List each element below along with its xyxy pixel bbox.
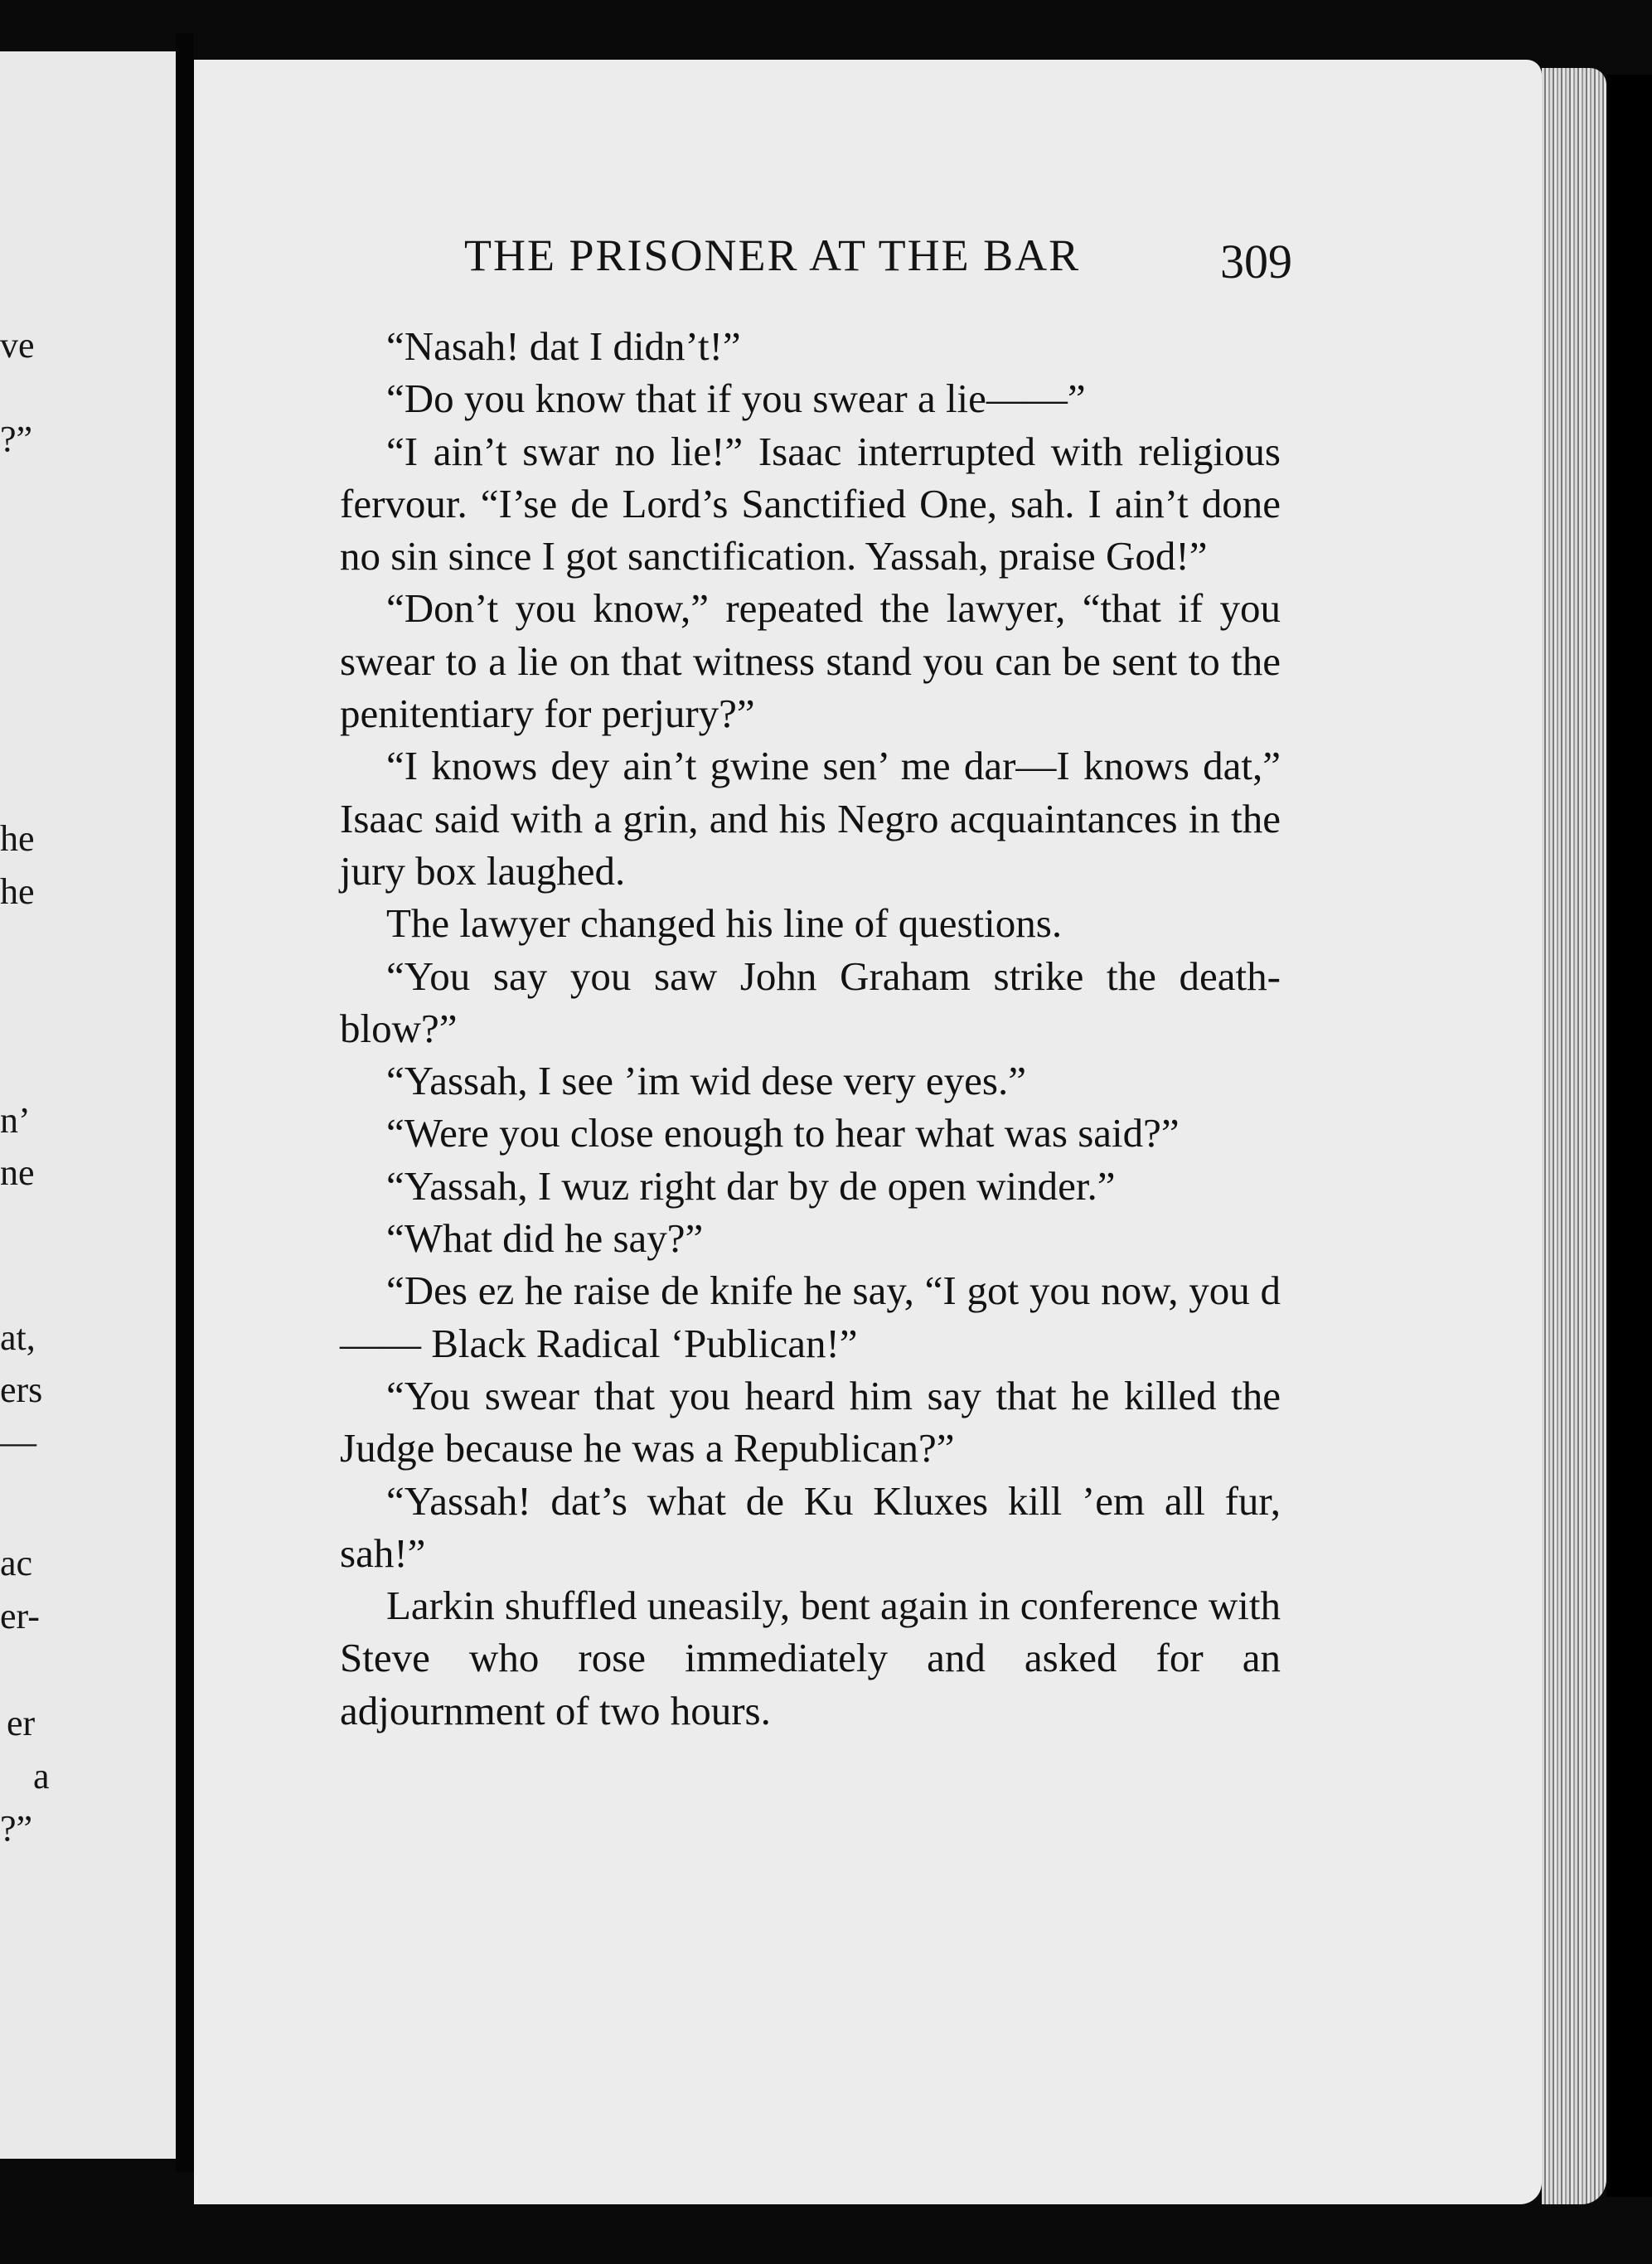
facing-page-fragment: ne	[0, 1152, 35, 1193]
facing-page-fragment: ?”	[0, 1808, 33, 1849]
facing-page-fragment: he	[0, 871, 35, 912]
facing-page-fragment: —	[0, 1422, 36, 1462]
paragraph: “I knows dey ain’t gwine sen’ me dar—I knows dat,” Isaac said with a grin, and his Negro acquaintances in the jury box laughed.	[340, 743, 1281, 894]
body-text	[340, 320, 1281, 1737]
running-head: THE PRISONER AT THE BAR	[464, 230, 1081, 280]
paragraph: “Yassah, I wuz right dar by de open winder.”	[386, 1162, 1116, 1209]
paragraph: “Yassah, I see ’im wid dese very eyes.”	[386, 1058, 1026, 1104]
paragraph: “You say you saw John Graham strike the death-blow?”	[340, 953, 1281, 1051]
paragraph: “Yassah! dat’s what de Ku Kluxes kill ’em all fur, sah!”	[340, 1477, 1281, 1576]
paragraph: “What did he say?”	[386, 1215, 704, 1262]
paragraph: The lawyer changed his line of questions.	[386, 900, 1063, 947]
book-gutter	[176, 33, 194, 2172]
page-number: 309	[1220, 235, 1292, 288]
facing-page-edge	[0, 51, 176, 2159]
background-shadow	[1606, 75, 1652, 2197]
facing-page-fragment: a	[33, 1756, 50, 1796]
paragraph: “You swear that you heard him say that he killed the Judge because he was a Republican?”	[340, 1372, 1281, 1471]
paragraph: “Nasah! dat I didn’t!”	[386, 323, 741, 369]
facing-page-fragment: er	[7, 1703, 36, 1743]
facing-page-fragment: ers	[0, 1370, 43, 1410]
facing-page-fragment: er-	[0, 1596, 40, 1636]
facing-page-fragment: he	[0, 818, 35, 859]
facing-page-fragment: ?”	[0, 419, 33, 459]
paragraph: Larkin shuffled uneasily, bent again in conference with Steve who rose immediately and asked for an adjournment of two hours.	[340, 1583, 1281, 1733]
facing-page-fragment: ve	[0, 325, 35, 366]
paragraph: “I ain’t swar no lie!” Isaac interrupted with religious fervour. “I’se de Lord’s Sanctified One, sah. I ain’t done no sin since I got sanctification. Yassah, praise God!”	[340, 428, 1281, 579]
facing-page-fragment: ac	[0, 1543, 33, 1583]
facing-page-fragment: n’	[0, 1100, 31, 1141]
paragraph: “Do you know that if you swear a lie——”	[386, 376, 1086, 422]
paragraph: “Were you close enough to hear what was said?”	[386, 1110, 1180, 1156]
facing-page-fragment: at,	[0, 1317, 36, 1358]
paragraph: “Des ez he raise de knife he say, “I got you now, you d—— Black Radical ‘Publican!”	[340, 1268, 1281, 1366]
paragraph: “Don’t you know,” repeated the lawyer, “that if you swear to a lie on that witness stand you can be sent to the penitentiary for perjury?”	[340, 585, 1281, 737]
page-stack-edges	[1542, 68, 1606, 2204]
